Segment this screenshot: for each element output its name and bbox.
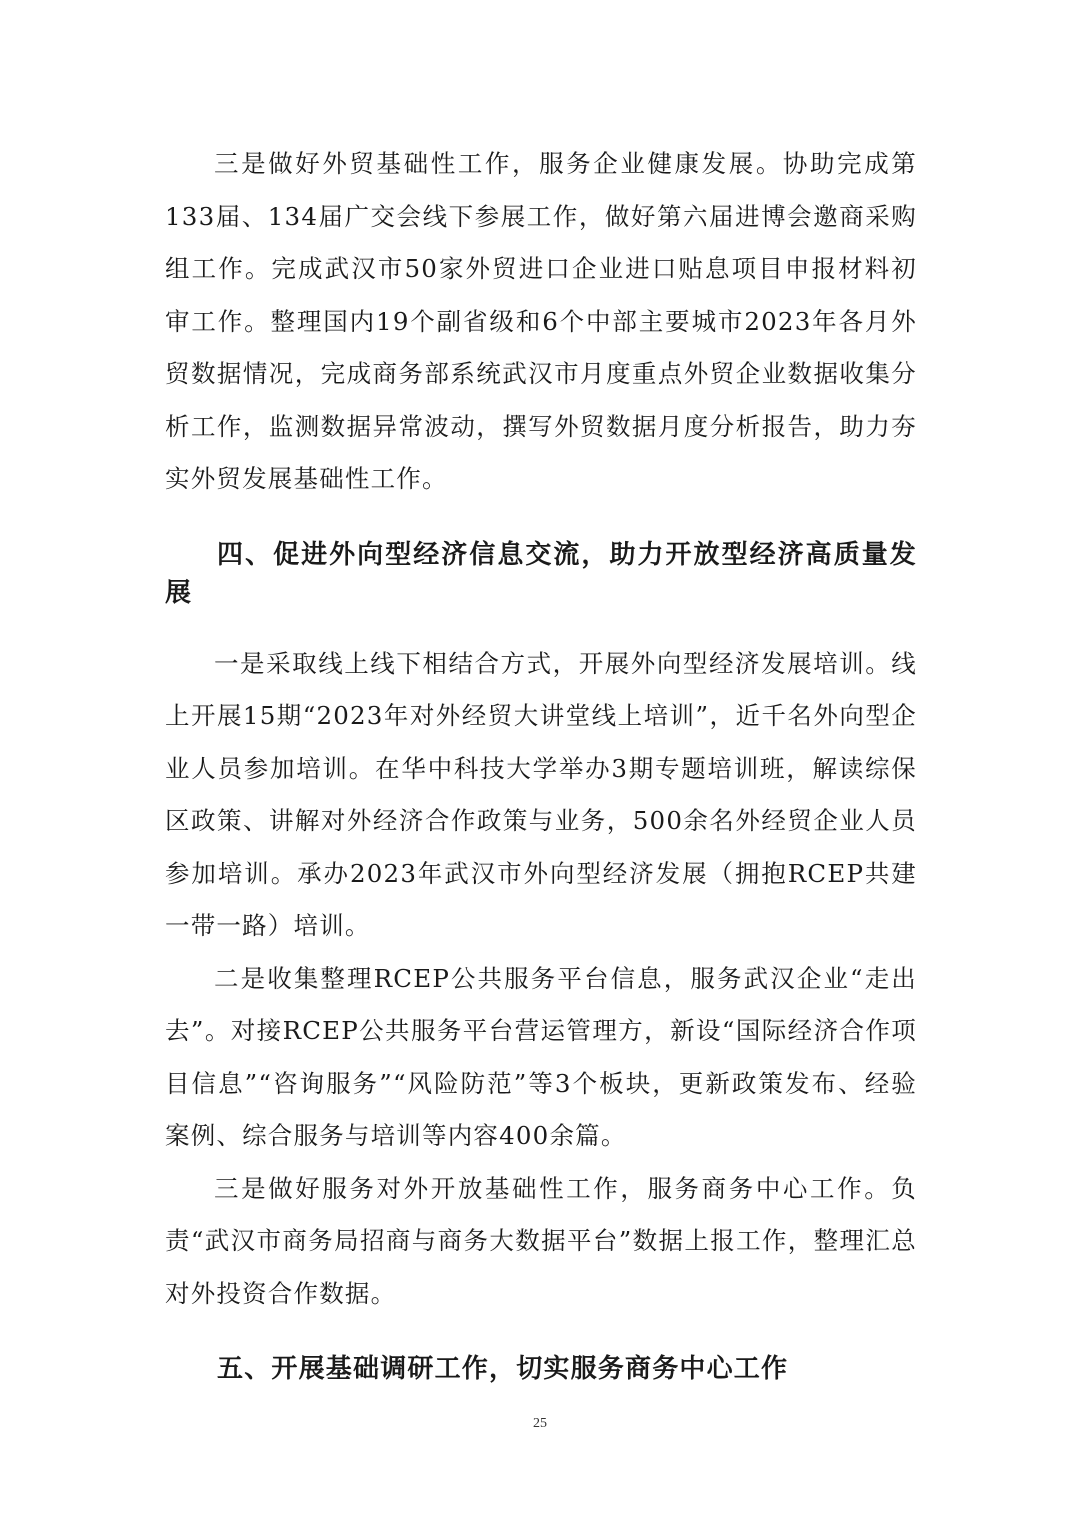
paragraph-open-economy-basics: 三是做好服务对外开放基础性工作，服务商务中心工作。负责“武汉市商务局招商与商务大数据平台”数据上报工作，整理汇总对外投资合作数据。 (165, 1173, 917, 1308)
section-heading-4: 四、促进外向型经济信息交流，助力开放型经济高质量发展 (165, 539, 917, 608)
section-heading-5: 五、开展基础调研工作，切实服务商务中心工作 (217, 1354, 789, 1384)
document-body (165, 138, 917, 1388)
paragraph-foreign-trade-basics: 三是做好外贸基础性工作，服务企业健康发展。协助完成第133届、134届广交会线下参展工作，做好第六届进博会邀商采购组工作。完成武汉市50家外贸进口企业进口贴息项目申报材料初审工作。整理国内19个副省级和6个中部主要城市2023年各月外贸数据情况，完成商务部系统武汉市月度重点外贸企业数据收集分析工作，监测数据异常波动，撰写外贸数据月度分析报告，助力夯实外贸发展基础性工作。 (165, 149, 917, 493)
page-number: 25 (533, 1416, 547, 1431)
paragraph-training: 一是采取线上线下相结合方式，开展外向型经济发展培训。线上开展15期“2023年对外经贸大讲堂线上培训”，近千名外向型企业人员参加培训。在华中科技大学举办3期专题培训班，解读综保区政策、讲解对外经济合作政策与业务，500余名外经贸企业人员参加培训。承办2023年武汉市外向型经济发展（拥抱RCEP共建一带一路）培训。 (165, 648, 917, 940)
paragraph-rcep-platform: 二是收集整理RCEP公共服务平台信息，服务武汉企业“走出去”。对接RCEP公共服务平台营运管理方，新设“国际经济合作项目信息”“咨询服务”“风险防范”等3个板块，更新政策发布、经验案例、综合服务与培训等内容400余篇。 (165, 963, 917, 1150)
